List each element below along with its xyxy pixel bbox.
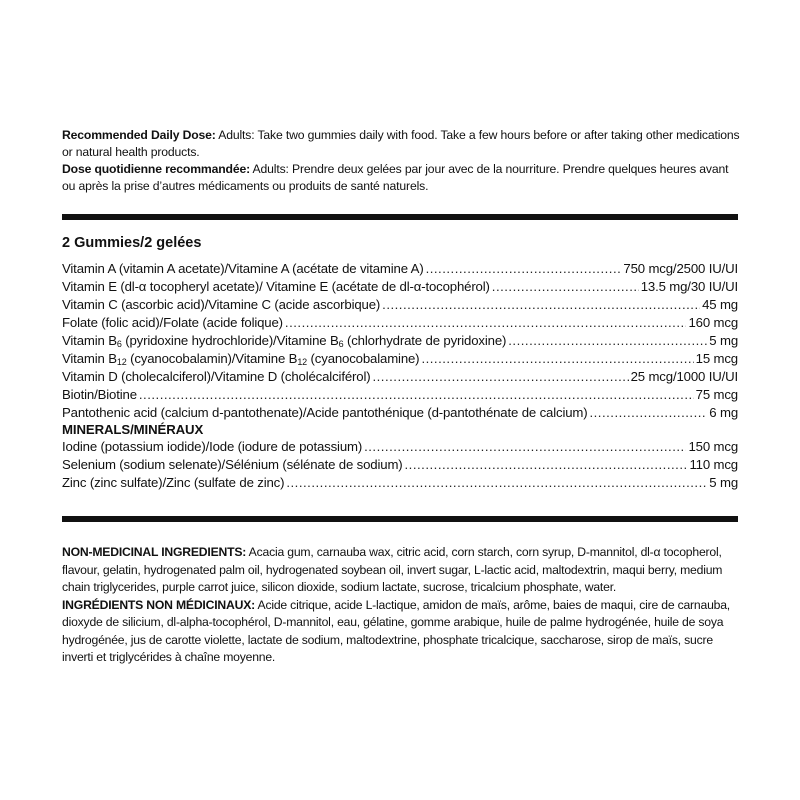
name-part: (chlorhydrate de pyridoxine) [343,333,507,348]
leader-dots [421,350,693,368]
ingredients-section [62,544,742,667]
nutrient-name: Iodine (potassium iodide)/Iode (iodure de potassium) [62,439,363,454]
nutrient-row-vitamin-a [62,260,738,278]
leader-dots [508,332,707,350]
serving-size: 2 Gummies/2 gelées [62,235,202,251]
leader-dots [364,438,686,456]
subscript: 12 [116,357,127,367]
dose-fr [62,161,742,194]
nutrient-amount: 110 mcg [689,457,738,472]
nutrient-row-iodine [62,438,738,456]
ingredients-en-label: NON-MEDICINAL INGREDIENTS: [62,545,247,559]
nutrient-name: Selenium (sodium selenate)/Sélénium (sélénate de sodium) [62,457,403,472]
nutrient-name: Pantothenic acid (calcium d-pantothenate)/Acide pantothénique (d-pantothénate de calcium) [62,405,588,420]
leader-dots [382,296,700,314]
nutrient-row-biotin [62,386,738,404]
nutrient-name: Zinc (zinc sulfate)/Zinc (sulfate de zinc) [62,475,285,490]
top-divider [62,214,738,220]
nutrient-amount: 45 mg [702,297,738,312]
nutrient-amount: 75 mcg [695,387,738,402]
leader-dots [405,456,688,474]
nutrient-row-zinc [62,474,738,492]
nutrient-name: Biotin/Biotine [62,387,137,402]
leader-dots [286,474,707,492]
leader-dots [285,314,687,332]
nutrient-amount: 5 mg [709,333,738,348]
leader-dots [426,260,622,278]
leader-dots [139,386,694,404]
nutrient-name: Vitamin A (vitamin A acetate)/Vitamine A (acétate de vitamine A) [62,261,424,276]
dose-en-text: Adults: Take two gummies daily with food. Take a few hours before or after taking other medications or natural health products. [62,128,740,159]
name-part: Vitamin B [62,333,117,348]
nutrient-row-vitamin-c [62,296,738,314]
nutrient-amount: 15 mcg [695,351,738,366]
supplement-facts [62,234,738,492]
nutrient-row-selenium [62,456,738,474]
nutrient-amount: 6 mg [709,405,738,420]
name-part: (cyanocobalamine) [307,351,420,366]
dose-en-label: Recommended Daily Dose: [62,128,216,142]
nutrient-row-vitamin-b12 [62,350,738,368]
name-part: (cyanocobalamin)/Vitamine B [126,351,298,366]
nutrient-amount: 13.5 mg/30 IU/UI [640,279,738,294]
nutrient-amount: 750 mcg/2500 IU/UI [623,261,738,276]
ingredients-fr-text: Acide citrique, acide L-lactique, amidon de maïs, arôme, baies de maqui, cire de carnauba, dioxyde de silicium, dl-alpha-tocophérol, D-mannitol, eau, gélatine, gomme arabique, huile de palme hydrogénée, huile de soya hydrogénée, jus de carotte violette, lactate de sodium, maltodextrine, phosphate tricalcique, saccharose, sirop de maïs, sucre inverti et triglycérides à chaîne moyenne. [62,597,730,664]
nutrient-row-pantothenic-acid [62,404,738,422]
subscript: 12 [297,357,308,367]
nutrient-row-vitamin-b6 [62,332,738,350]
nutrient-amount: 25 mcg/1000 IU/UI [630,369,738,384]
nutrient-name: Vitamin E (dl-α tocopheryl acetate)/ Vitamine E (acétate de dl-α-tocophérol) [62,279,490,294]
nutrient-amount: 160 mcg [688,315,738,330]
name-part: (pyridoxine hydrochloride)/Vitamine B [121,333,339,348]
minerals-heading: MINERALS/MINÉRAUX [62,422,204,437]
nutrient-name [62,332,506,350]
ingredients-en [62,544,742,597]
nutrient-row-folate [62,314,738,332]
nutrient-name: Folate (folic acid)/Folate (acide folique) [62,315,283,330]
dose-section [62,127,742,194]
ingredients-en-text: Acacia gum, carnauba wax, citric acid, corn starch, corn syrup, D-mannitol, dl-α tocopherol, flavour, gelatin, hydrogenated palm oil, hydrogenated soybean oil, invert sugar, L-lactic acid, maltodextrin, maqui berry, medium chain triglycerides, purple carrot juice, silicon dioxide, sodium lactate, sucrose, tricalcium phosphate, water. [62,545,723,594]
nutrient-row-vitamin-d [62,368,738,386]
ingredients-fr-label: INGRÉDIENTS NON MÉDICINAUX: [62,597,255,612]
nutrient-amount: 150 mcg [688,439,738,454]
nutrient-amount: 5 mg [709,475,738,490]
dose-fr-label: Dose quotidienne recommandée: [62,162,250,176]
nutrient-row-vitamin-e [62,278,738,296]
subscript: 6 [338,339,344,349]
leader-dots [589,404,707,422]
ingredients-fr [62,597,742,667]
dose-en [62,127,742,160]
nutrient-name: Vitamin C (ascorbic acid)/Vitamine C (acide ascorbique) [62,297,381,312]
leader-dots [372,368,628,386]
nutrient-name: Vitamin D (cholecalciferol)/Vitamine D (cholécalciférol) [62,369,371,384]
leader-dots [492,278,639,296]
bottom-divider [62,516,738,522]
dose-fr-text: Adults: Prendre deux gelées par jour avec de la nourriture. Prendre quelques heures avant ou après la prise d’autres médicaments ou produits de santé naturels. [62,162,729,193]
subscript: 6 [116,339,122,349]
name-part: Vitamin B [62,351,117,366]
nutrient-name [62,350,419,368]
